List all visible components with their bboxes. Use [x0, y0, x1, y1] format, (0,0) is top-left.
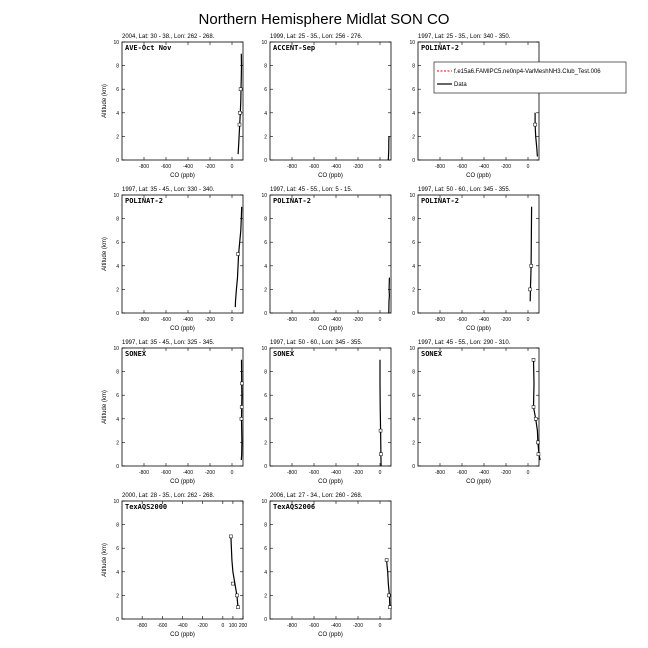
y-tick-label: 10 — [261, 40, 267, 46]
x-tick-label: -400 — [330, 623, 342, 629]
y-tick-label: 0 — [264, 158, 267, 164]
data-marker — [528, 288, 531, 291]
x-tick-label: 0 — [378, 317, 382, 323]
y-tick-label: 4 — [116, 110, 119, 117]
x-axis-label: CO (ppb) — [318, 173, 343, 179]
y-tick-label: 8 — [116, 522, 119, 529]
legend — [434, 62, 626, 93]
data-marker — [238, 123, 241, 126]
y-axis-label: Altitude (km) — [102, 390, 108, 424]
x-tick-label: -200 — [204, 470, 216, 476]
y-tick-label: 8 — [116, 63, 119, 70]
x-tick-label: -800 — [137, 623, 148, 629]
x-tick-label: -800 — [434, 164, 446, 170]
data-marker — [534, 417, 537, 420]
x-tick-label: -600 — [160, 470, 172, 476]
y-tick-label: 0 — [264, 464, 267, 470]
x-tick-label: -600 — [456, 470, 468, 476]
x-tick-label: -800 — [434, 317, 446, 323]
x-axis-label: CO (ppb) — [170, 632, 195, 638]
plot-frame — [122, 195, 243, 313]
panel-subtitle: 1997, Lat: 45 - 55., Lon: 5 - 15. — [270, 187, 353, 193]
x-tick-label: -400 — [478, 164, 490, 170]
x-tick-label: 0 — [378, 470, 382, 476]
data-marker — [240, 417, 243, 420]
data-line — [530, 207, 531, 301]
y-tick-label: 10 — [409, 193, 415, 199]
panel-1 — [102, 34, 243, 179]
x-tick-label: 0 — [378, 623, 382, 629]
data-marker — [379, 453, 382, 456]
data-marker — [537, 453, 540, 456]
campaign-label: POLINAT-2 — [273, 197, 311, 205]
x-tick-label: -400 — [177, 623, 188, 629]
y-tick-label: 4 — [412, 110, 415, 117]
x-tick-label: -800 — [286, 623, 298, 629]
data-marker — [235, 594, 238, 597]
y-tick-label: 6 — [116, 240, 119, 247]
panel-10 — [102, 493, 247, 638]
y-tick-label: 0 — [116, 158, 119, 164]
panel-subtitle: 2000, Lat: 28 - 35., Lon: 262 - 268. — [122, 493, 215, 499]
plot-frame — [418, 348, 539, 466]
data-line — [388, 136, 389, 160]
x-tick-label: -400 — [330, 317, 342, 323]
data-marker — [530, 264, 533, 267]
panel-8 — [261, 340, 391, 485]
plot-frame — [270, 42, 391, 160]
panel-subtitle: 1997, Lat: 50 - 60., Lon: 345 - 355. — [418, 187, 511, 193]
y-tick-label: 0 — [412, 158, 415, 164]
y-tick-label: 2 — [412, 134, 415, 141]
x-tick-label: -200 — [352, 623, 364, 629]
x-axis-label: CO (ppb) — [466, 173, 491, 179]
y-tick-label: 4 — [412, 263, 415, 270]
data-marker — [237, 253, 240, 256]
y-tick-label: 10 — [409, 346, 415, 352]
campaign-label: SONEX — [125, 350, 147, 358]
legend-box — [434, 62, 626, 93]
y-tick-label: 8 — [412, 63, 415, 70]
y-tick-label: 2 — [264, 134, 267, 141]
y-tick-label: 4 — [412, 416, 415, 423]
x-tick-label: 0 — [221, 623, 225, 629]
campaign-label: SONEX — [421, 350, 443, 358]
y-axis-label: Altitude (km) — [102, 237, 108, 271]
y-tick-label: 6 — [412, 87, 415, 94]
panel-5 — [261, 187, 391, 332]
plot-frame — [418, 42, 539, 160]
panel-subtitle: 1999, Lat: 25 - 35., Lon: 256 - 276. — [270, 34, 363, 40]
y-tick-label: 2 — [264, 593, 267, 600]
x-tick-label: -200 — [197, 623, 208, 629]
data-marker — [385, 559, 388, 562]
x-tick-label: -400 — [478, 470, 490, 476]
y-tick-label: 8 — [116, 216, 119, 223]
y-tick-label: 0 — [264, 311, 267, 317]
x-axis-label: CO (ppb) — [318, 479, 343, 485]
y-tick-label: 4 — [116, 263, 119, 270]
x-tick-label: -600 — [157, 623, 168, 629]
y-tick-label: 2 — [116, 440, 119, 447]
x-tick-label: 0 — [230, 470, 234, 476]
panel-subtitle: 2006, Lat: 27 - 34., Lon: 260 - 268. — [270, 493, 363, 499]
plot-frame — [122, 348, 243, 466]
x-tick-label: -800 — [286, 317, 298, 323]
x-tick-label: -800 — [138, 470, 150, 476]
y-tick-label: 2 — [412, 287, 415, 294]
data-marker — [238, 111, 241, 114]
y-tick-label: 0 — [264, 617, 267, 623]
y-tick-label: 4 — [264, 263, 267, 270]
y-tick-label: 4 — [116, 416, 119, 423]
panel-4 — [102, 187, 243, 332]
x-tick-label: -800 — [286, 164, 298, 170]
x-axis-label: CO (ppb) — [466, 479, 491, 485]
x-tick-label: -200 — [204, 317, 216, 323]
x-tick-label: -200 — [352, 470, 364, 476]
x-tick-label: -400 — [330, 470, 342, 476]
data-marker — [229, 535, 232, 538]
x-axis-label: CO (ppb) — [170, 479, 195, 485]
y-tick-label: 6 — [412, 393, 415, 400]
x-tick-label: -200 — [204, 164, 216, 170]
figure-title: Northern Hemisphere Midlat SON CO — [198, 11, 450, 28]
data-marker — [240, 406, 243, 409]
data-marker — [536, 441, 539, 444]
x-tick-label: 0 — [526, 317, 530, 323]
x-axis-label: CO (ppb) — [170, 173, 195, 179]
panel-subtitle: 2004, Lat: 30 - 38., Lon: 262 - 268. — [122, 34, 215, 40]
x-tick-label: -800 — [434, 470, 446, 476]
data-marker — [388, 606, 391, 609]
x-tick-label: -800 — [286, 470, 298, 476]
legend-data-label: Data — [454, 82, 467, 88]
plot-frame — [270, 348, 391, 466]
y-tick-label: 8 — [412, 216, 415, 223]
y-tick-label: 2 — [116, 134, 119, 141]
campaign-label: POLINAT-2 — [421, 44, 459, 52]
y-tick-label: 0 — [116, 617, 119, 623]
data-line — [235, 207, 241, 307]
plot-frame — [418, 195, 539, 313]
campaign-label: TexAQS2006 — [273, 503, 316, 511]
y-tick-label: 8 — [264, 216, 267, 223]
x-tick-label: 0 — [526, 470, 530, 476]
y-tick-label: 4 — [116, 569, 119, 576]
y-tick-label: 6 — [264, 87, 267, 94]
x-tick-label: -200 — [500, 470, 512, 476]
x-tick-label: -400 — [478, 317, 490, 323]
x-tick-label: -200 — [500, 317, 512, 323]
data-marker — [534, 123, 537, 126]
panel-subtitle: 1997, Lat: 25 - 35., Lon: 340 - 350. — [418, 34, 511, 40]
y-tick-label: 6 — [412, 240, 415, 247]
data-marker — [231, 582, 234, 585]
y-tick-label: 2 — [116, 593, 119, 600]
panel-subtitle: 1997, Lat: 35 - 45., Lon: 325 - 345. — [122, 340, 215, 346]
y-tick-label: 0 — [412, 311, 415, 317]
y-axis-label: Altitude (km) — [102, 84, 108, 118]
y-tick-label: 4 — [264, 416, 267, 423]
y-tick-label: 10 — [113, 40, 119, 46]
y-tick-label: 8 — [412, 369, 415, 376]
campaign-label: AVE-Oct Nov — [125, 44, 172, 52]
panel-9 — [409, 340, 540, 485]
data-marker — [240, 382, 243, 385]
x-tick-label: 0 — [230, 317, 234, 323]
y-tick-label: 6 — [116, 87, 119, 94]
panels — [102, 34, 540, 638]
data-marker — [532, 358, 535, 361]
panel-3 — [409, 34, 539, 179]
x-tick-label: 0 — [526, 164, 530, 170]
y-tick-label: 2 — [116, 287, 119, 294]
x-tick-label: -600 — [308, 164, 320, 170]
y-tick-label: 4 — [264, 110, 267, 117]
y-tick-label: 6 — [116, 393, 119, 400]
x-tick-label: -800 — [138, 164, 150, 170]
y-tick-label: 2 — [264, 287, 267, 294]
y-tick-label: 6 — [264, 393, 267, 400]
campaign-label: ACCENT-Sep — [273, 44, 316, 52]
plot-frame — [270, 195, 391, 313]
y-tick-label: 10 — [113, 499, 119, 505]
y-tick-label: 10 — [409, 40, 415, 46]
y-tick-label: 8 — [264, 369, 267, 376]
legend-model-label: f.e15a6.FAMIPC5.ne0np4-VarMeshNH3.Club_Test.006 — [454, 69, 601, 75]
x-tick-label: -200 — [352, 317, 364, 323]
x-tick-label: -400 — [182, 317, 194, 323]
panel-6 — [409, 187, 539, 332]
x-axis-label: CO (ppb) — [318, 632, 343, 638]
data-line — [387, 560, 390, 607]
x-tick-label: -400 — [182, 470, 194, 476]
y-tick-label: 6 — [116, 546, 119, 553]
y-tick-label: 2 — [264, 440, 267, 447]
y-tick-label: 0 — [116, 464, 119, 470]
data-marker — [236, 606, 239, 609]
panel-subtitle: 1997, Lat: 50 - 60., Lon: 345 - 355. — [270, 340, 363, 346]
data-marker — [239, 88, 242, 91]
campaign-label: TexAQS2000 — [125, 503, 168, 511]
x-tick-label: -600 — [308, 317, 320, 323]
panel-subtitle: 1997, Lat: 35 - 45., Lon: 330 - 340. — [122, 187, 215, 193]
plot-frame — [270, 501, 391, 619]
panel-subtitle: 1997, Lat: 45 - 55., Lon: 290 - 310. — [418, 340, 511, 346]
y-tick-label: 8 — [116, 369, 119, 376]
panel-2 — [261, 34, 391, 179]
x-tick-label: 200 — [238, 623, 248, 629]
x-tick-label: 0 — [378, 164, 382, 170]
x-axis-label: CO (ppb) — [170, 326, 195, 332]
x-tick-label: -400 — [182, 164, 194, 170]
data-line — [241, 360, 242, 460]
x-tick-label: -800 — [138, 317, 150, 323]
y-tick-label: 10 — [261, 193, 267, 199]
y-axis-label: Altitude (km) — [102, 543, 108, 577]
data-marker — [532, 406, 535, 409]
campaign-label: POLINAT-2 — [421, 197, 459, 205]
y-tick-label: 6 — [264, 546, 267, 553]
x-tick-label: -600 — [456, 317, 468, 323]
y-tick-label: 8 — [264, 63, 267, 70]
x-tick-label: -200 — [352, 164, 364, 170]
campaign-label: SONEX — [273, 350, 295, 358]
panel-7 — [102, 340, 243, 485]
x-tick-label: -600 — [160, 317, 172, 323]
y-tick-label: 10 — [113, 346, 119, 352]
y-tick-label: 0 — [412, 464, 415, 470]
data-line — [238, 54, 241, 154]
x-tick-label: -200 — [500, 164, 512, 170]
data-line — [535, 113, 537, 157]
y-tick-label: 10 — [261, 499, 267, 505]
data-marker — [387, 594, 390, 597]
y-tick-label: 0 — [116, 311, 119, 317]
data-line — [380, 360, 381, 466]
y-tick-label: 10 — [113, 193, 119, 199]
x-tick-label: 0 — [230, 164, 234, 170]
plot-frame — [122, 501, 243, 619]
y-tick-label: 4 — [264, 569, 267, 576]
x-tick-label: -600 — [456, 164, 468, 170]
x-tick-label: -600 — [308, 623, 320, 629]
x-axis-label: CO (ppb) — [318, 326, 343, 332]
data-line — [389, 278, 390, 313]
y-tick-label: 2 — [412, 440, 415, 447]
plot-frame — [122, 42, 243, 160]
x-tick-label: 100 — [228, 623, 238, 629]
x-tick-label: -600 — [160, 164, 172, 170]
x-tick-label: -400 — [330, 164, 342, 170]
panel-11 — [261, 493, 391, 638]
x-axis-label: CO (ppb) — [466, 326, 491, 332]
y-tick-label: 10 — [261, 346, 267, 352]
x-tick-label: -600 — [308, 470, 320, 476]
campaign-label: POLINAT-2 — [125, 197, 163, 205]
y-tick-label: 6 — [264, 240, 267, 247]
data-marker — [379, 429, 382, 432]
y-tick-label: 8 — [264, 522, 267, 529]
